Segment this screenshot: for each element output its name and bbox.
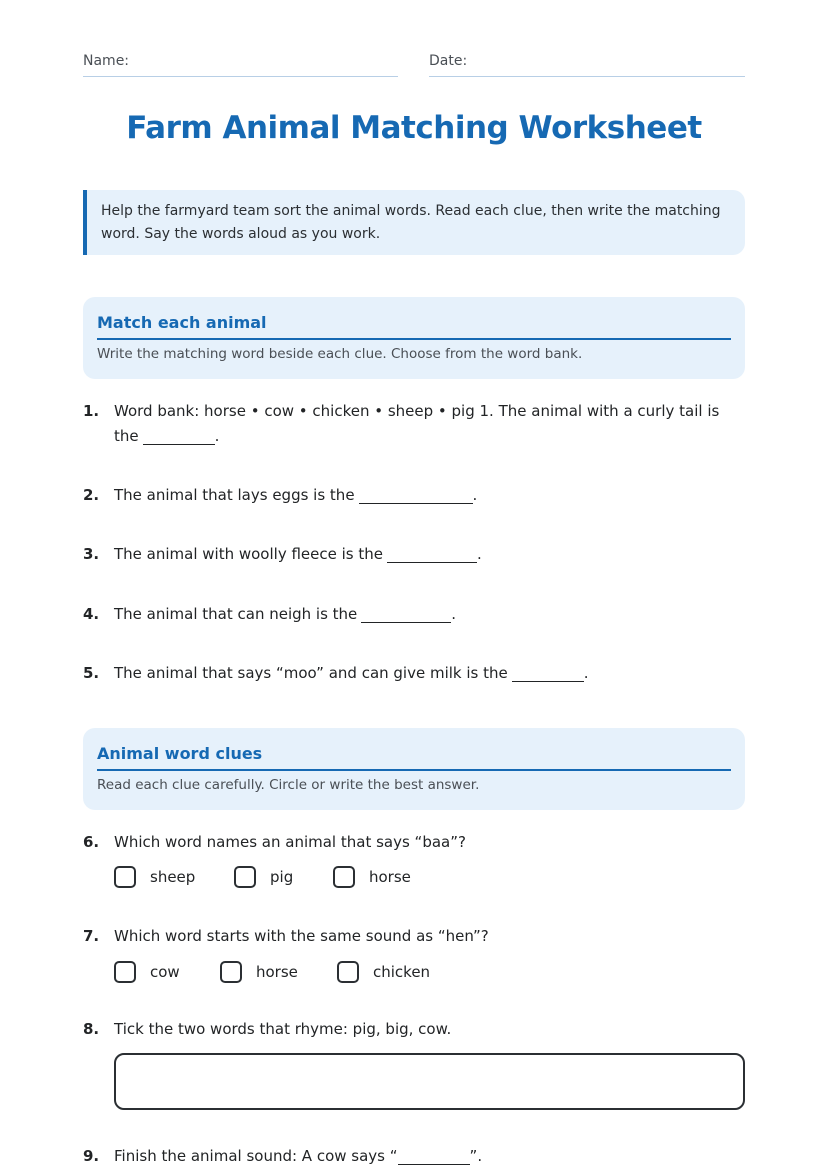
- question-end: .: [476, 545, 482, 563]
- question-number: 4.: [83, 605, 100, 623]
- question-end: .: [451, 605, 457, 623]
- checkbox[interactable]: [114, 961, 136, 983]
- checkbox[interactable]: [337, 961, 359, 983]
- intro-text: Help the farmyard team sort the animal words. Read each clue, then write the matching word. Say the words aloud as you work.: [101, 203, 721, 242]
- question-number: 1.: [83, 402, 100, 420]
- answer-box[interactable]: [114, 1053, 745, 1110]
- question-number: 5.: [83, 664, 100, 682]
- name-label: Name:: [83, 53, 130, 69]
- question-text: The animal that lays eggs is the: [114, 486, 355, 504]
- question-8: [83, 1017, 745, 1042]
- question-end: .: [583, 664, 589, 682]
- section-clues: [83, 728, 745, 810]
- question-number: 8.: [83, 1020, 100, 1038]
- section-subtitle: Read each clue carefully. Circle or write the best answer.: [97, 777, 480, 793]
- question-number: 9.: [83, 1147, 100, 1165]
- question-number: 6.: [83, 833, 100, 851]
- question-end: .: [472, 486, 478, 504]
- question-end: ”.: [469, 1147, 483, 1165]
- section-match: [83, 297, 745, 379]
- date-field[interactable]: [429, 52, 745, 77]
- intro-callout: [83, 190, 745, 255]
- question-text: The animal that can neigh is the: [114, 605, 358, 623]
- checkbox[interactable]: [333, 866, 355, 888]
- question-2: [83, 483, 745, 508]
- question-4: [83, 602, 745, 627]
- header-fields: [83, 52, 745, 78]
- question-text: Finish the animal sound: A cow says “: [114, 1147, 398, 1165]
- answer-blank[interactable]: [143, 426, 215, 445]
- answer-blank[interactable]: [512, 663, 584, 682]
- option-label: horse: [369, 868, 411, 886]
- question-text: Which word names an animal that says “baa”?: [114, 833, 466, 851]
- question-text: Tick the two words that rhyme: pig, big, cow.: [114, 1020, 452, 1038]
- name-field[interactable]: [83, 52, 398, 77]
- question-number: 3.: [83, 545, 100, 563]
- question-number: 2.: [83, 486, 100, 504]
- question-text: Which word starts with the same sound as “hen”?: [114, 927, 489, 945]
- option-label: horse: [256, 963, 298, 981]
- option-label: pig: [270, 868, 294, 886]
- question-6: [83, 830, 745, 855]
- answer-blank[interactable]: [387, 544, 477, 563]
- question-text: Word bank: horse • cow • chicken • sheep • pig 1. The animal with a curly tail is the: [114, 402, 720, 445]
- question-7: [83, 924, 745, 949]
- section-title: Match each animal: [97, 313, 731, 340]
- question-3: [83, 542, 745, 567]
- question-1: [83, 399, 745, 449]
- page-title: Farm Animal Matching Worksheet: [126, 110, 702, 146]
- question-text: The animal with woolly fleece is the: [114, 545, 383, 563]
- option-label: sheep: [150, 868, 196, 886]
- checkbox[interactable]: [220, 961, 242, 983]
- checkbox[interactable]: [114, 866, 136, 888]
- question-number: 7.: [83, 927, 100, 945]
- answer-blank[interactable]: [398, 1146, 470, 1165]
- question-end: .: [214, 427, 220, 445]
- answer-blank[interactable]: [359, 485, 473, 504]
- section-subtitle: Write the matching word beside each clue. Choose from the word bank.: [97, 346, 583, 362]
- answer-blank[interactable]: [361, 604, 451, 623]
- question-text: The animal that says “moo” and can give milk is the: [114, 664, 508, 682]
- option-label: cow: [150, 963, 180, 981]
- date-label: Date:: [429, 53, 468, 69]
- question-9: [83, 1144, 745, 1169]
- question-5: [83, 661, 745, 686]
- checkbox[interactable]: [234, 866, 256, 888]
- option-label: chicken: [373, 963, 431, 981]
- section-title: Animal word clues: [97, 744, 731, 771]
